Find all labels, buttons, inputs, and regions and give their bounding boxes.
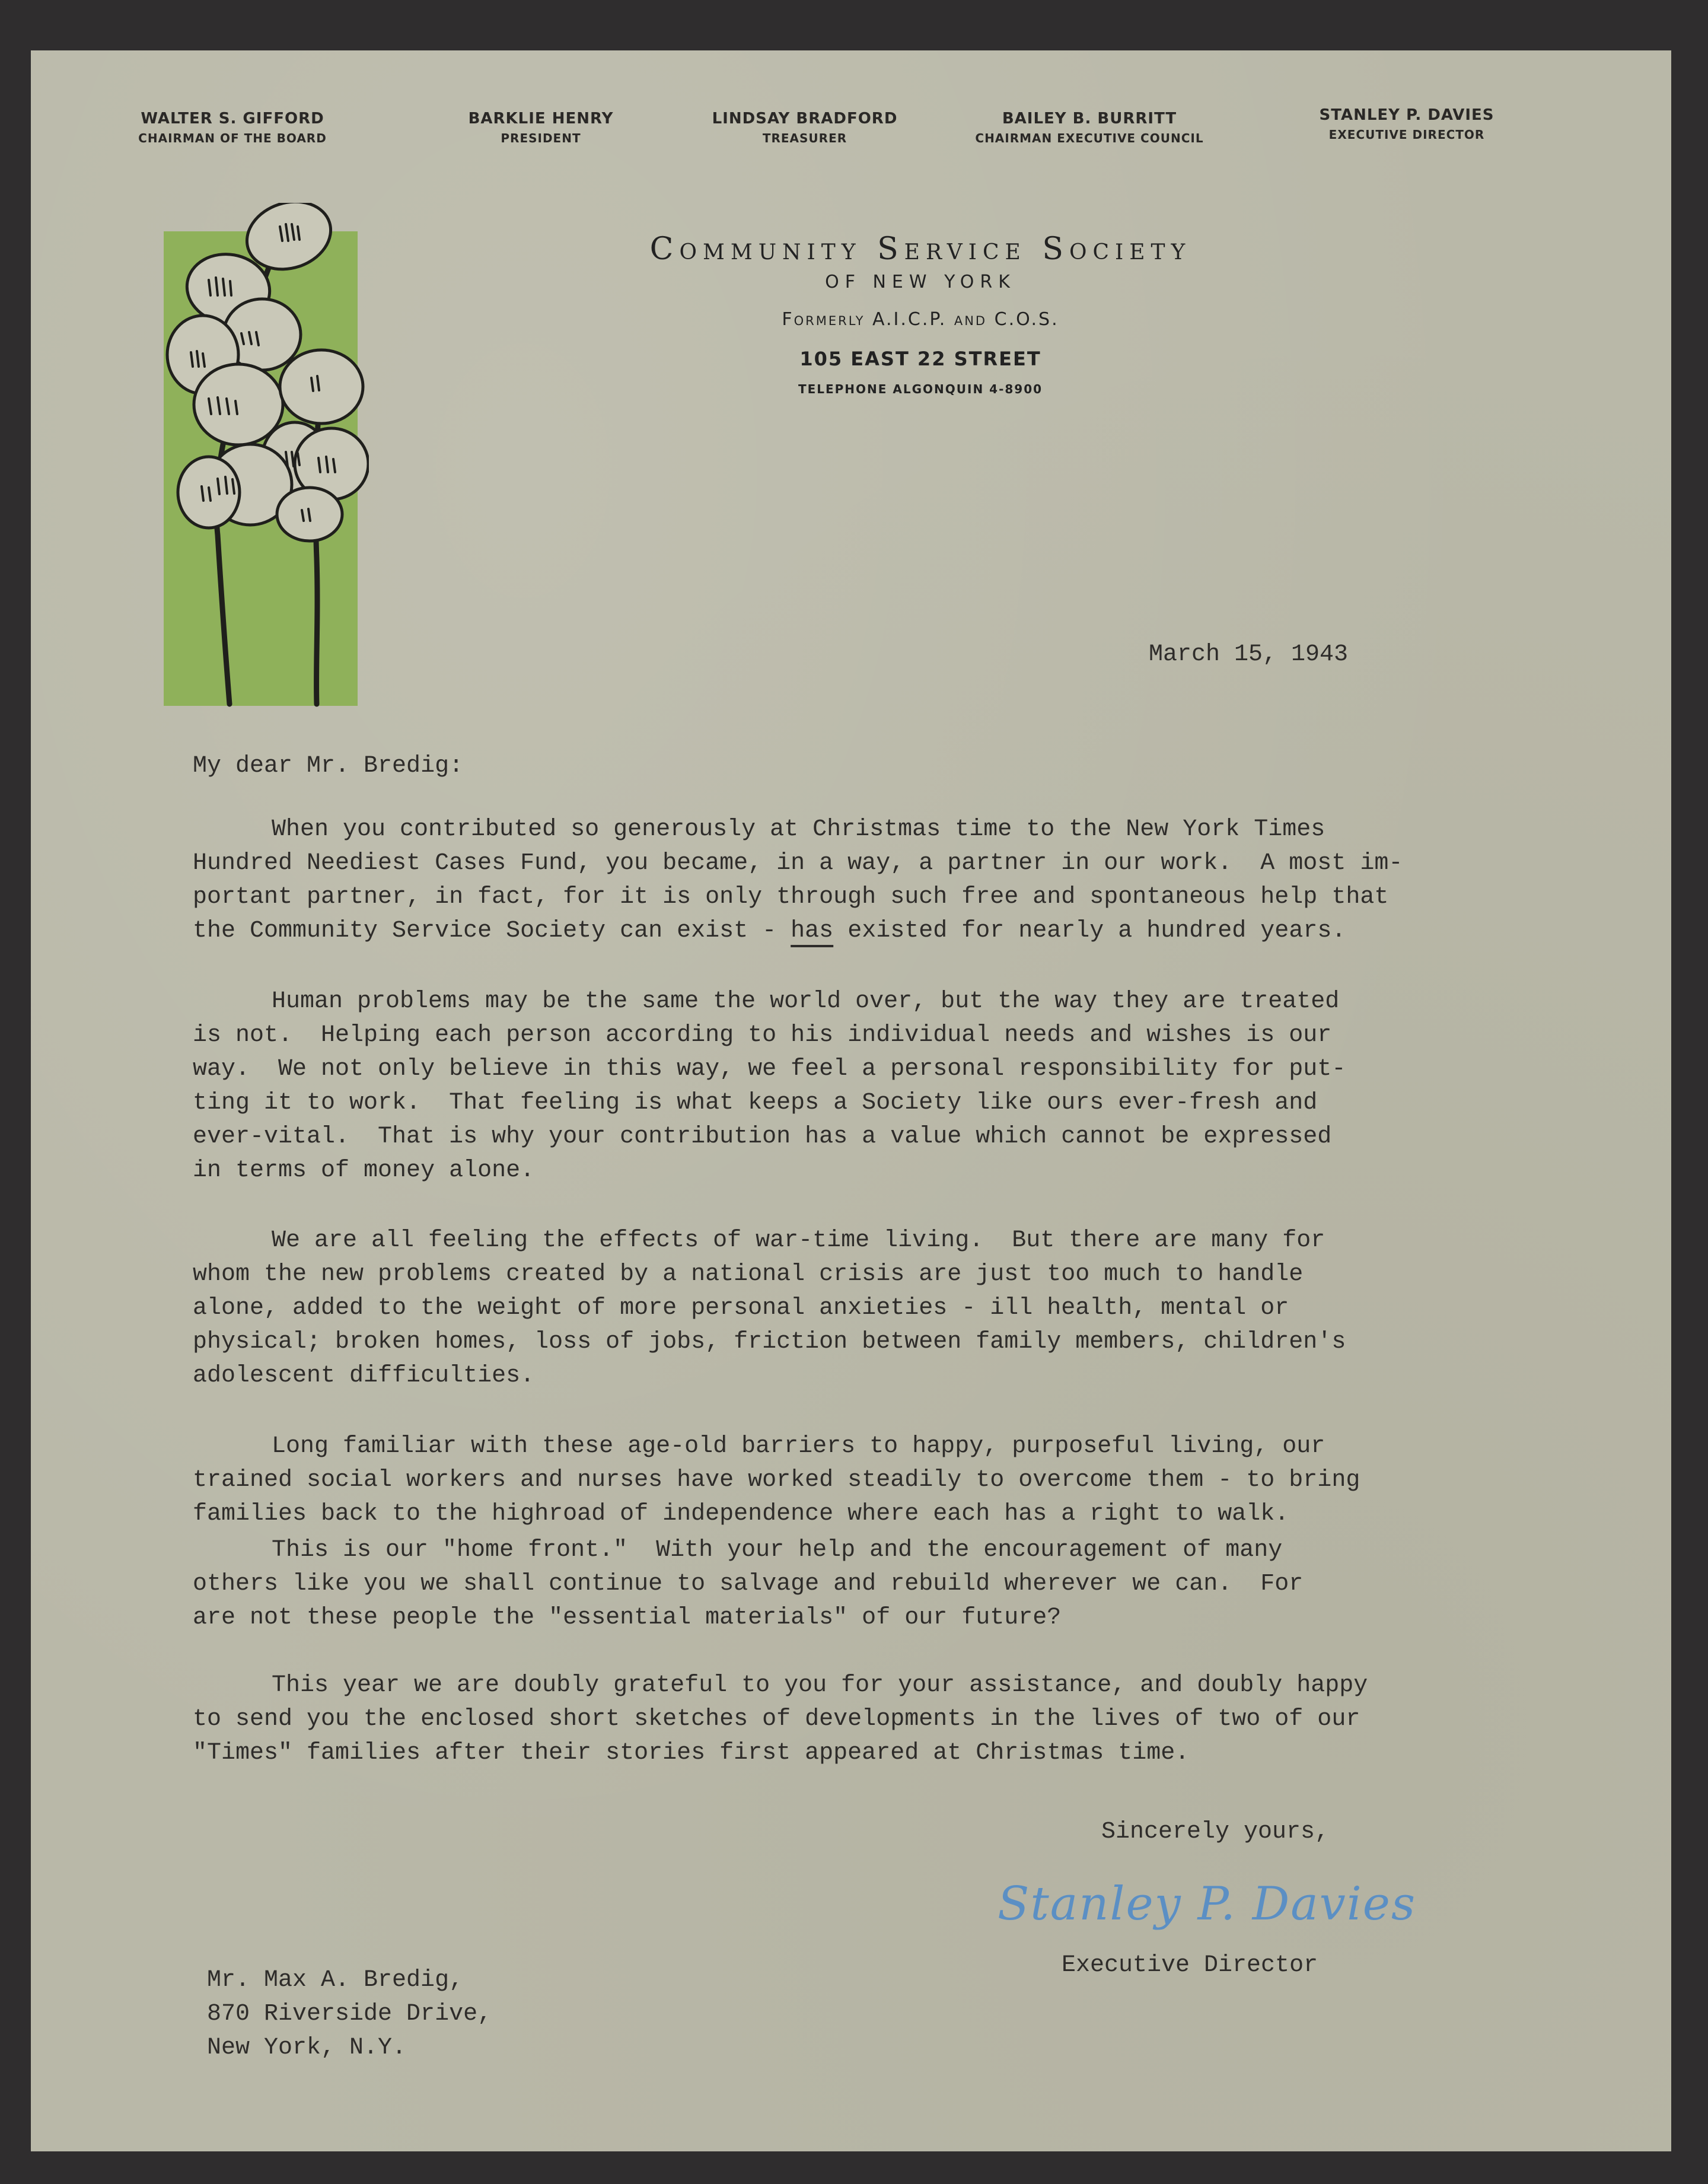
text-segment: the Community Service Society can exist -: [193, 918, 791, 944]
text-line: others like you we shall continue to salvage and rebuild wherever we can. For: [193, 1571, 1304, 1597]
signer-title: Executive Director: [1062, 1952, 1318, 1979]
text-line: families back to the highroad of independence where each has a right to walk.: [193, 1501, 1289, 1527]
recipient-city: New York, N.Y.: [207, 2035, 407, 2061]
text-line: We are all feeling the effects of war-time living. But there are many for: [272, 1227, 1325, 1254]
handwritten-signature: Stanley P. Davies: [998, 1877, 1416, 1931]
officer-role: CHAIRMAN EXECUTIVE COUNCIL: [975, 131, 1204, 145]
text-line: adolescent difficulties.: [193, 1362, 535, 1389]
recipient-address: [207, 1963, 492, 2065]
text-line: physical; broken homes, loss of jobs, friction between family members, children's: [193, 1329, 1346, 1355]
officer-president: [443, 110, 639, 145]
text-line: are not these people the "essential materials" of our future?: [193, 1604, 1062, 1631]
text-line: alone, added to the weight of more personal anxieties - ill health, mental or: [193, 1295, 1289, 1322]
officer-treasurer: [692, 110, 917, 145]
text-line: When you contributed so generously at Christmas time to the New York Times: [272, 816, 1325, 843]
officer-chairman-executive-council: [965, 110, 1214, 145]
officer-role: PRESIDENT: [501, 131, 581, 145]
text-line: to send you the enclosed short sketches of developments in the lives of two of our: [193, 1706, 1360, 1733]
text-line: way. We not only believe in this way, we feel a personal responsibility for put-: [193, 1056, 1346, 1083]
text-line: whom the new problems created by a national crisis are just too much to handle: [193, 1261, 1304, 1288]
organization-name: Community Service Society: [649, 231, 1191, 267]
organization-formerly: Formerly A.I.C.P. and C.O.S.: [782, 309, 1059, 330]
officer-executive-director: [1297, 106, 1516, 142]
organization-street: 105 EAST 22 STREET: [799, 348, 1041, 370]
text-line: Long familiar with these age-old barriers to happy, purposeful living, our: [272, 1433, 1325, 1460]
text-line: in terms of money alone.: [193, 1157, 535, 1184]
text-segment: existed for nearly a hundred years.: [833, 918, 1346, 944]
text-line: portant partner, in fact, for it is only through such free and spontaneous help that: [193, 884, 1389, 910]
paragraph-3: [193, 1224, 1616, 1393]
text-line: trained social workers and nurses have worked steadily to overcome them - to bring: [193, 1467, 1360, 1494]
paragraph-5: [193, 1533, 1616, 1635]
officer-name: WALTER S. GIFFORD: [141, 110, 324, 128]
letter-date: March 15, 1943: [1149, 641, 1349, 668]
text-line: ever-vital. That is why your contribution has a value which cannot be expressed: [193, 1123, 1332, 1150]
officers-row: [31, 106, 1671, 163]
officer-role: EXECUTIVE DIRECTOR: [1328, 128, 1485, 142]
recipient-name: Mr. Max A. Bredig,: [207, 1967, 464, 1994]
letter-closing: Sincerely yours,: [1101, 1819, 1330, 1845]
text-line: "Times" families after their stories first appeared at Christmas time.: [193, 1740, 1190, 1766]
pussy-willow-illustration-icon: [161, 203, 369, 713]
paragraph-1: [193, 813, 1616, 948]
officer-name: BAILEY B. BURRITT: [1002, 110, 1177, 128]
text-line: is not. Helping each person according to his individual needs and wishes is our: [193, 1022, 1332, 1049]
text-line: Human problems may be the same the world over, but the way they are treated: [272, 988, 1340, 1015]
organization-telephone: TELEPHONE ALGONQUIN 4-8900: [798, 382, 1043, 396]
letter-salutation: My dear Mr. Bredig:: [193, 753, 464, 779]
text-line: Hundred Neediest Cases Fund, you became, in a way, a partner in our work. A most im-: [193, 850, 1403, 877]
officer-name: BARKLIE HENRY: [468, 110, 614, 128]
officer-role: CHAIRMAN OF THE BOARD: [138, 131, 327, 145]
officer-chairman: [135, 110, 330, 145]
paragraph-2: [193, 985, 1616, 1187]
text-line: [193, 914, 1616, 948]
officer-name: LINDSAY BRADFORD: [712, 110, 898, 128]
officer-name: STANLEY P. DAVIES: [1319, 106, 1494, 124]
officer-role: TREASURER: [762, 131, 847, 145]
text-line: This is our "home front." With your help and the encouragement of many: [272, 1537, 1283, 1564]
recipient-street: 870 Riverside Drive,: [207, 2001, 492, 2027]
organization-city: OF NEW YORK: [825, 272, 1016, 292]
underlined-word: has: [791, 918, 834, 944]
text-line: ting it to work. That feeling is what keeps a Society like ours ever-fresh and: [193, 1090, 1318, 1116]
text-line: This year we are doubly grateful to you for your assistance, and doubly happy: [272, 1672, 1368, 1699]
paragraph-4: [193, 1430, 1616, 1531]
letterhead-title-block: [505, 231, 1336, 396]
letter-paper: [31, 50, 1671, 2151]
paragraph-6: [193, 1669, 1616, 1770]
